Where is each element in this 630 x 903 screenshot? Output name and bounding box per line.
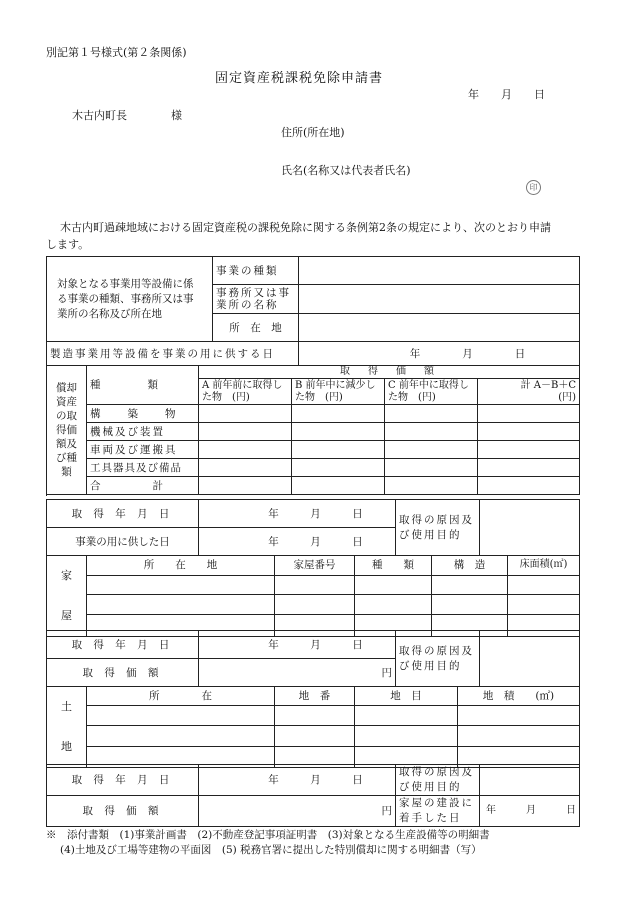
land-cell[interactable]: [458, 726, 580, 747]
service-start-table: [46, 341, 580, 366]
land-cell[interactable]: [87, 705, 275, 726]
asset-cell[interactable]: [385, 459, 478, 477]
house-col-number: 家屋番号: [275, 556, 355, 576]
form-number: 別記第１号様式(第２条関係): [46, 46, 187, 59]
asset-cell[interactable]: [292, 477, 385, 495]
asset-cell[interactable]: [199, 477, 292, 495]
business-info-table: [46, 256, 580, 342]
house-cell[interactable]: [355, 575, 432, 595]
business-info-label: 対象となる事業用等設備に係る事業の種類、事務所又は事業所の名称及び所在地: [47, 257, 213, 342]
service-start-label: 製造事業用等設備を事業の用に供する日: [47, 342, 299, 366]
asset-cell[interactable]: [385, 477, 478, 495]
house-acquisition-table: [46, 630, 580, 687]
house-cell[interactable]: [508, 595, 580, 615]
price-header: 取 得 価 額: [199, 366, 580, 379]
land-cell[interactable]: [87, 726, 275, 747]
asset-cell[interactable]: [292, 459, 385, 477]
name-label: 氏名(名称又は代表者氏名): [281, 164, 411, 177]
office-name-label: 事務所又は事業所の名称: [213, 285, 299, 314]
reason-field[interactable]: [480, 500, 580, 556]
asset-row-label: 工具器具及び備品: [87, 459, 199, 477]
acq-date-value[interactable]: 年 月 日: [199, 500, 396, 528]
land-reason-label: 取得の原因及び使用目的: [396, 765, 480, 796]
attachments-line2: (4)土地及び工場等建物の平面図 (5) 税務官署に提出した特別償却に関する明細書（写）: [60, 844, 482, 856]
location-label: 所 在 地: [213, 314, 299, 342]
col-a-header: A 前年前に取得した物 (円): [199, 379, 292, 405]
asset-cell[interactable]: [292, 441, 385, 459]
page-title: 固定資産税課税免除申請書: [215, 71, 384, 86]
land-cell[interactable]: [355, 705, 458, 726]
house-acq-price-value[interactable]: 円: [199, 659, 396, 687]
depreciable-assets-label: 償却資産の取得価額及び種類: [47, 366, 87, 495]
asset-cell[interactable]: [199, 441, 292, 459]
asset-cell[interactable]: [199, 459, 292, 477]
asset-cell[interactable]: [385, 441, 478, 459]
asset-cell[interactable]: [385, 423, 478, 441]
build-start-date[interactable]: 年 月 日: [480, 796, 580, 827]
acq-date-label: 取 得 年 月 日: [47, 500, 199, 528]
land-acq-price-value[interactable]: 円: [199, 796, 396, 827]
house-acq-price-label: 取 得 価 額: [47, 659, 199, 687]
asset-cell[interactable]: [478, 405, 580, 423]
asset-row-label: 構 築 物: [87, 405, 199, 423]
house-cell[interactable]: [87, 575, 275, 595]
asset-cell[interactable]: [199, 405, 292, 423]
house-col-location: 所 在 地: [87, 556, 275, 576]
intro-text: 木古内町過疎地域における固定資産税の課税免除に関する条例第2条の規定により、次のとおり申請: [60, 221, 551, 234]
land-table: [46, 686, 580, 768]
asset-cell[interactable]: [385, 405, 478, 423]
seal-mark: 印: [526, 180, 541, 195]
col-c-header: C 前年中に取得した物 (円): [385, 379, 478, 405]
asset-cell[interactable]: [292, 423, 385, 441]
asset-cell[interactable]: [478, 477, 580, 495]
house-reason-label: 取得の原因及び使用目的: [396, 631, 480, 687]
asset-cell[interactable]: [199, 423, 292, 441]
house-label: 家屋: [47, 556, 87, 637]
use-date-label: 事業の用に供した日: [47, 528, 199, 556]
asset-row-label: 機械及び装置: [87, 423, 199, 441]
land-acq-date-label: 取 得 年 月 日: [47, 765, 199, 796]
col-b-header: B 前年中に減少した物 (円): [292, 379, 385, 405]
land-acq-price-label: 取 得 価 額: [47, 796, 199, 827]
use-date-value[interactable]: 年 月 日: [199, 528, 396, 556]
house-cell[interactable]: [87, 595, 275, 615]
location-field[interactable]: [299, 314, 580, 342]
land-acquisition-table: [46, 764, 580, 827]
asset-row-label: 車両及び運搬具: [87, 441, 199, 459]
asset-row-label: 合 計: [87, 477, 199, 495]
land-col-category: 地 目: [355, 687, 458, 706]
land-col-number: 地 番: [275, 687, 355, 706]
business-type-field[interactable]: [299, 257, 580, 285]
house-cell[interactable]: [275, 595, 355, 615]
land-reason-field[interactable]: [480, 765, 580, 796]
build-start-label: 家屋の建設に着手した日: [396, 796, 480, 827]
house-cell[interactable]: [432, 575, 508, 595]
land-cell[interactable]: [458, 705, 580, 726]
attachments-line1: ※ 添付書類 (1)事業計画書 (2)不動産登記事項証明書 (3)対象となる生産設備等の明細書: [46, 829, 490, 841]
house-cell[interactable]: [275, 575, 355, 595]
house-reason-field[interactable]: [480, 631, 580, 687]
house-acq-date-label: 取 得 年 月 日: [47, 631, 199, 659]
house-col-area: 床面積(㎡): [508, 556, 580, 576]
addressee: 木古内町長 様: [72, 109, 182, 122]
intro-text-cont: します。: [46, 238, 90, 251]
house-col-structure: 構 造: [432, 556, 508, 576]
asset-cell[interactable]: [478, 459, 580, 477]
house-cell[interactable]: [508, 575, 580, 595]
office-name-field[interactable]: [299, 285, 580, 314]
col-total-header: 計 A－B＋C (円): [478, 379, 580, 405]
asset-cell[interactable]: [292, 405, 385, 423]
land-acq-date-value[interactable]: 年 月 日: [199, 765, 396, 796]
service-start-date[interactable]: 年 月 日: [299, 342, 580, 366]
land-col-area: 地 積 (㎡): [458, 687, 580, 706]
depreciable-assets-table: [46, 365, 616, 495]
land-col-location: 所 在: [87, 687, 275, 706]
house-col-type: 種 類: [355, 556, 432, 576]
house-acq-date-value[interactable]: 年 月 日: [199, 631, 396, 659]
land-cell[interactable]: [275, 705, 355, 726]
land-label: 土地: [47, 687, 87, 768]
asset-cell[interactable]: [478, 441, 580, 459]
business-type-label: 事業の種類: [213, 257, 299, 285]
house-cell[interactable]: [355, 595, 432, 615]
house-cell[interactable]: [432, 595, 508, 615]
kind-header: 種 類: [87, 366, 199, 405]
reason-label: 取得の原因及び使用目的: [396, 500, 480, 556]
application-date: 年 月 日: [468, 88, 545, 101]
asset-cell[interactable]: [478, 423, 580, 441]
asset-acquisition-table: [46, 499, 580, 556]
land-cell[interactable]: [355, 726, 458, 747]
house-table: [46, 555, 580, 637]
land-cell[interactable]: [275, 726, 355, 747]
address-label: 住所(所在地): [281, 126, 345, 139]
